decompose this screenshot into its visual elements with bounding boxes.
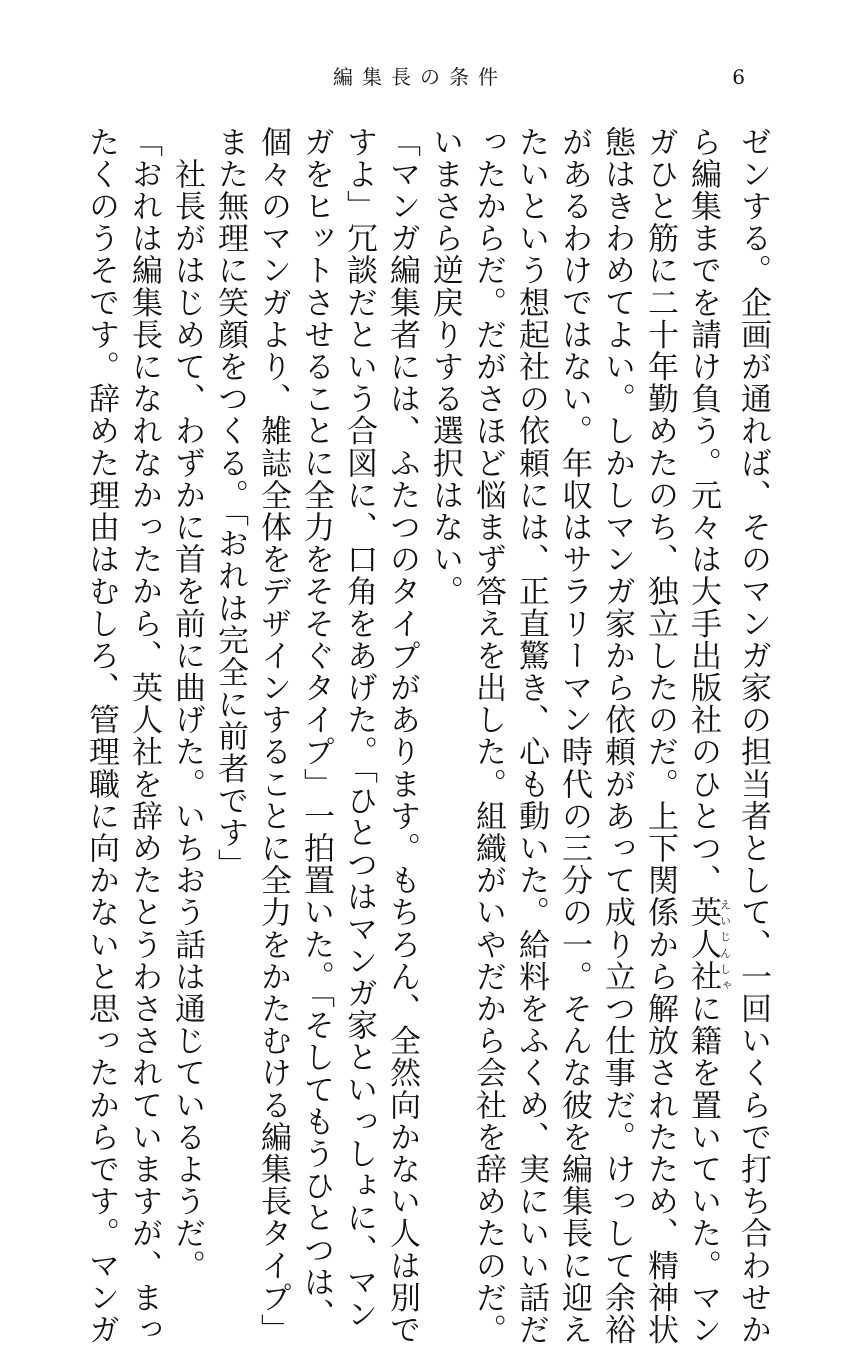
text-column-14: 社長がはじめて、わずかに首を前に曲げた。いちおう話は通じているようだ。	[169, 126, 205, 1282]
text-column-13: また無理に笑顔をつくる。「おれは完全に前者です」	[212, 126, 248, 881]
text-column-7: ったからだ。だがさほど悩まず答えを出した。組織がいやだから会社を辞めたのだ。	[470, 126, 506, 1346]
text-column-6: たいという想起社の依頼には、正直驚き、心も動いた。給料をふくめ、実にいい話だ	[513, 126, 549, 1346]
text-column-5: があるわけではない。年収はサラリーマン時代の三分の一。そんな彼を編集長に迎え	[556, 126, 592, 1346]
text-column-1: ゼンする。企画が通れば、そのマンガ家の担当者として、一回いくらで打ち合わせか	[735, 126, 771, 1346]
text-column-15: 「おれは編集長になれなかったから、英人社を辞めたとうわさされていますが、まっ	[126, 126, 162, 1346]
text-column-2	[681, 126, 732, 1346]
ruby-base: 英人社	[685, 896, 721, 993]
text-column-16: たくのうそです。辞めた理由はむしろ、管理職に向かないと思ったからです。マンガ	[83, 126, 119, 1346]
page-number: 6	[732, 65, 745, 89]
text-column-8: いまさら逆戻りする選択はない。	[427, 126, 463, 608]
ruby-eijinsha	[685, 896, 732, 993]
body-text	[83, 126, 774, 1346]
text-column-2-start: ら編集までを請け負う。元々は大手出版社のひとつ、	[685, 126, 721, 897]
ruby-reading: えいじんしゃ	[718, 896, 732, 993]
text-column-3: ガひと筋に二十年勤めたのち、独立したのだ。上下関係から解放されたため、精神状	[642, 126, 678, 1346]
text-column-4: 態はきわめてよい。しかしマンガ家から依頼があって成り立つ仕事だ。けっして余裕	[599, 126, 635, 1346]
text-column-11: ガをヒットさせることに全力をそそぐタイプ」一拍置いた。「そしてもうひとつは、	[298, 126, 334, 1331]
text-column-12: 個々のマンガより、雑誌全体をデザインすることに全力をかたむける編集長タイプ」	[255, 126, 291, 1346]
running-title: 編集長の条件	[333, 65, 507, 89]
text-column-2-end: に籍を置いていた。マン	[685, 992, 721, 1346]
text-column-10: すよ」冗談だという合図に、口角をあげた。「ひとつはマンガ家といっしょに、マン	[341, 126, 377, 1331]
text-column-9: 「マンガ編集者には、ふたつのタイプがあります。もちろん、全然向かない人は別で	[384, 126, 420, 1346]
